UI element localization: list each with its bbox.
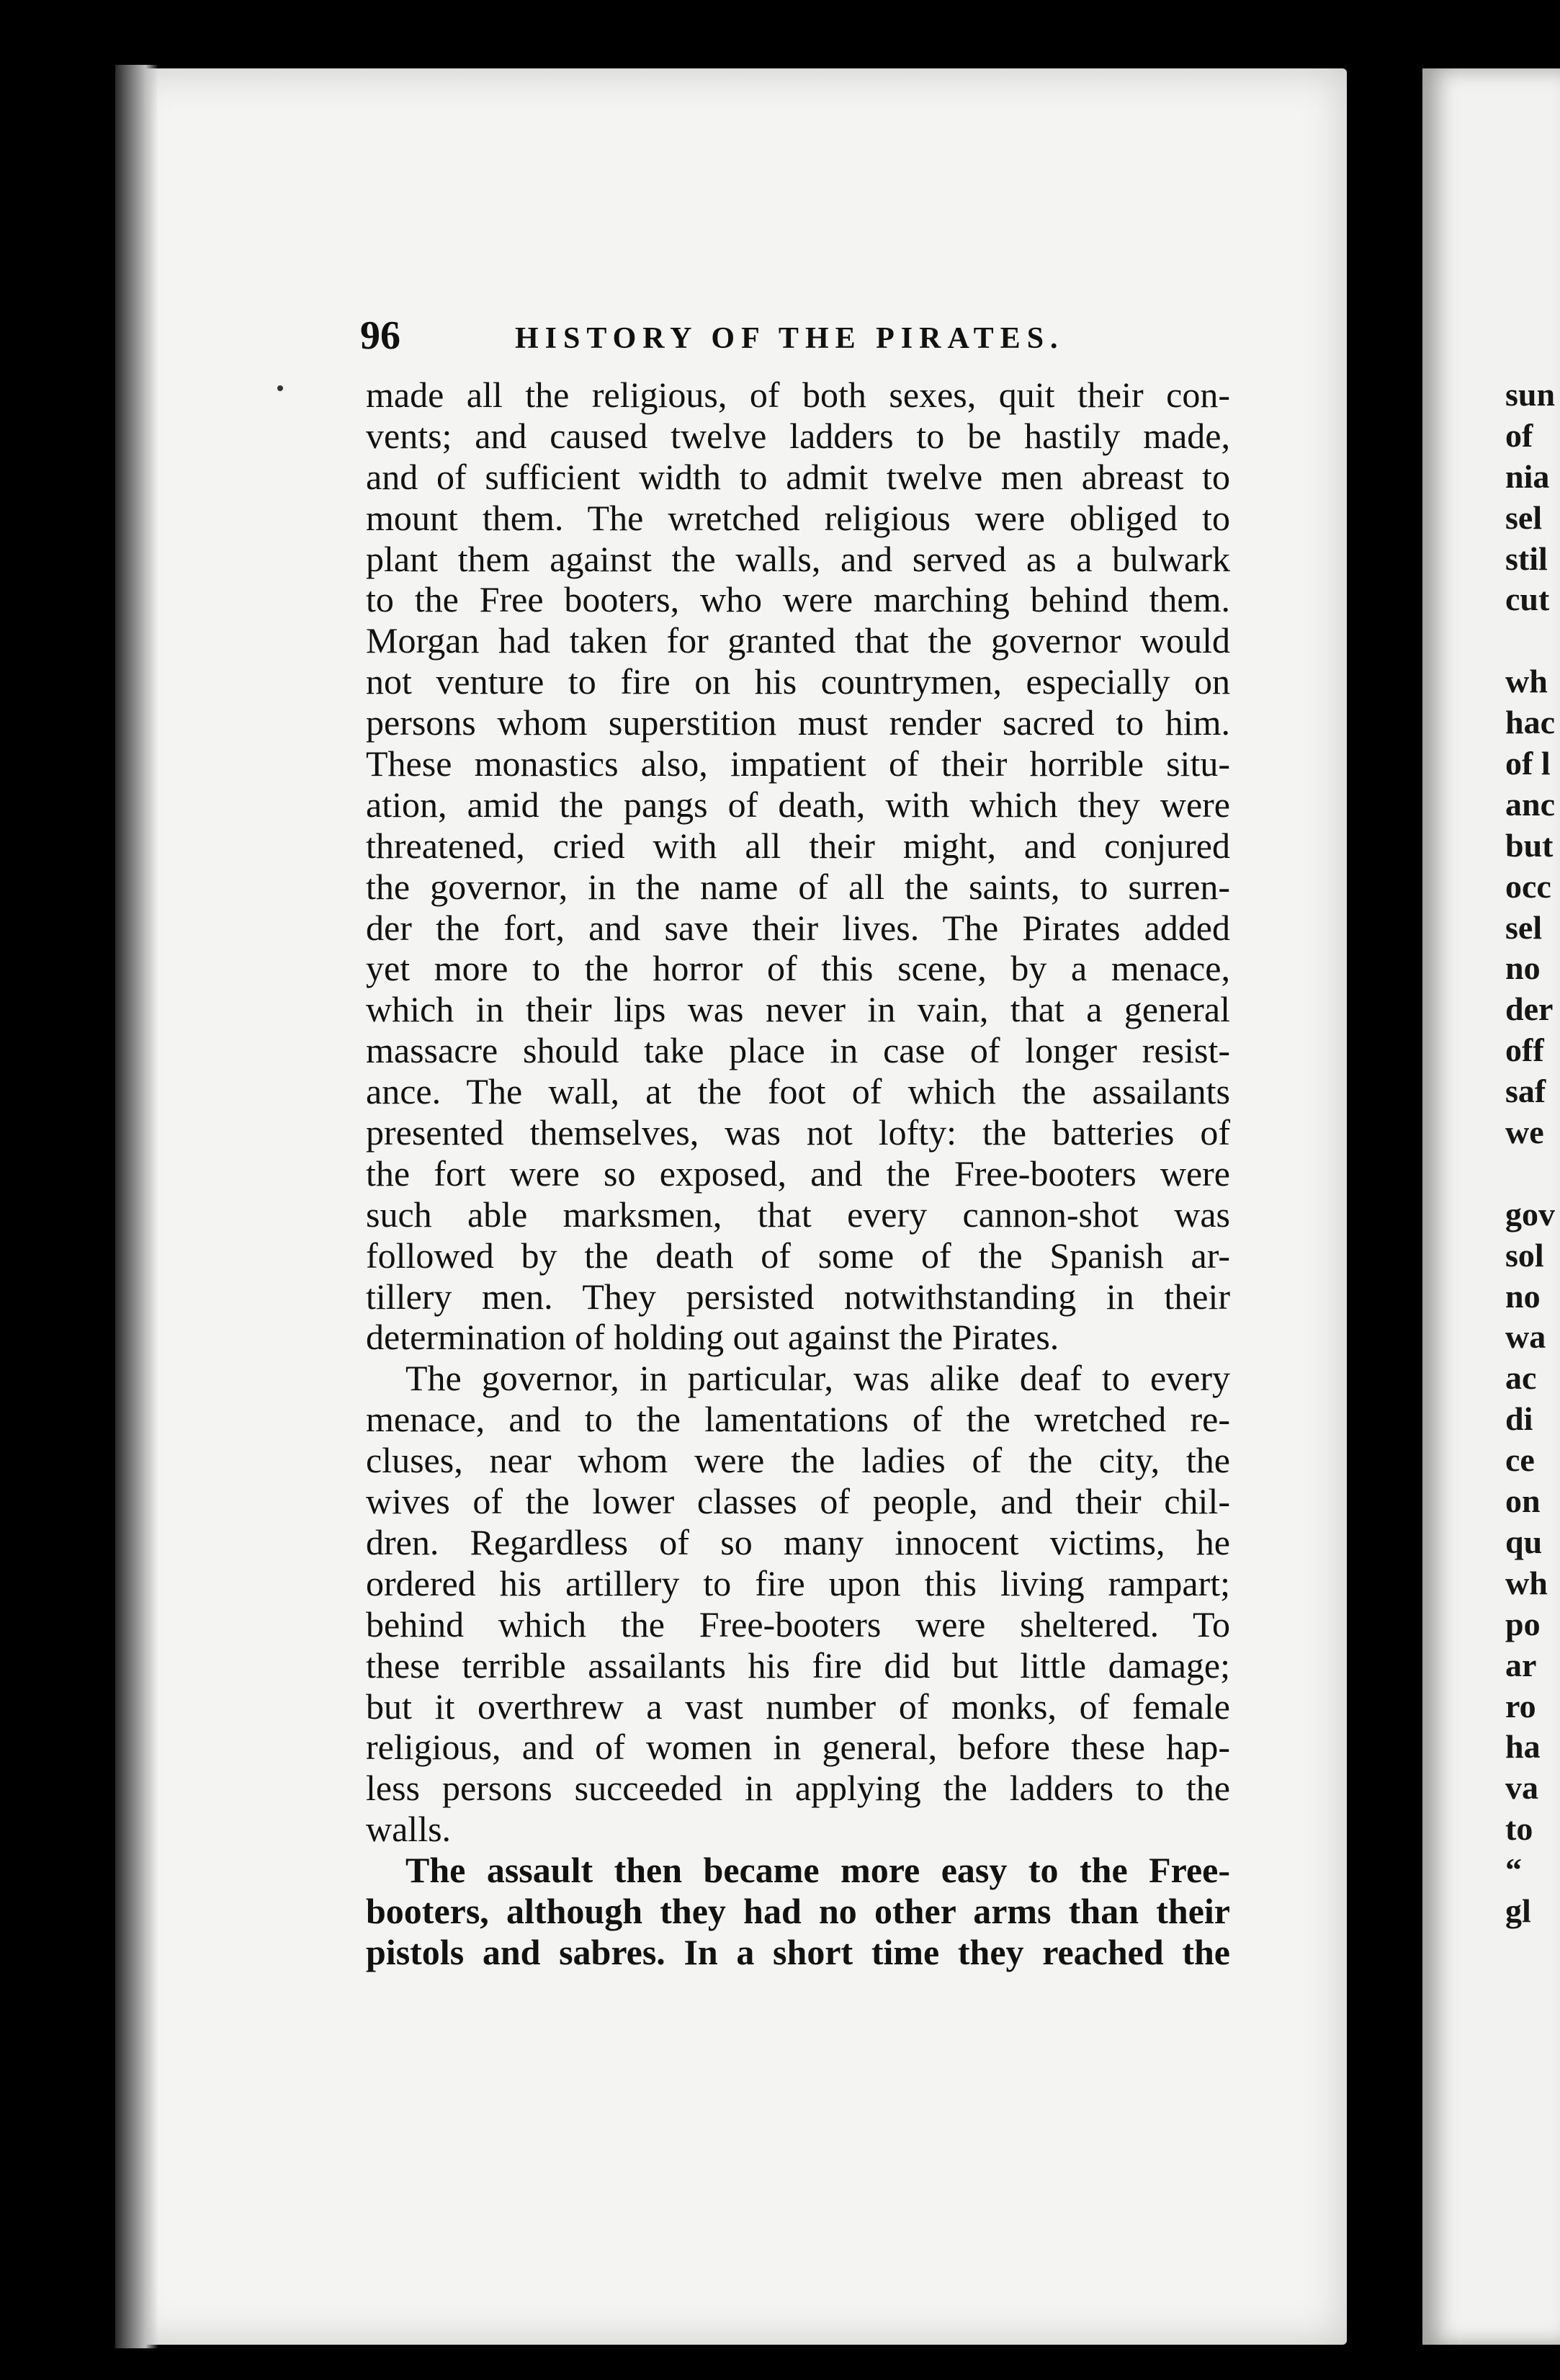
facing-line-fragment: gl — [1505, 1892, 1531, 1929]
text-line: these terrible assailants his fire did but little damage; — [366, 1645, 1230, 1686]
text-line: vents; and caused twelve ladders to be hastily made, — [366, 415, 1230, 456]
facing-line-fragment: der — [1505, 990, 1554, 1028]
facing-line-fragment: saf — [1505, 1073, 1546, 1110]
text-line: plant them against the walls, and served as a bulwark — [366, 538, 1230, 579]
facing-line-fragment: sel — [1505, 908, 1543, 946]
text-line: made all the religious, of both sexes, quit their con- — [366, 375, 1230, 415]
text-line: walls. — [366, 1809, 452, 1850]
facing-line-fragment: stil — [1505, 540, 1548, 577]
facing-line-fragment: off — [1505, 1032, 1544, 1069]
facing-line-fragment: on — [1505, 1482, 1541, 1520]
text-line: ordered his artillery to fire upon this living rampart; — [366, 1562, 1230, 1603]
text-line: ation, amid the pangs of death, with which they were — [366, 784, 1230, 825]
facing-line-fragment: no — [1505, 1277, 1541, 1315]
text-line: behind which the Free-booters were sheltered. To — [366, 1603, 1230, 1645]
print-speck — [277, 385, 283, 391]
text-line: der the fort, and save their lives. The Pirates added — [366, 907, 1230, 948]
running-head-title: HISTORY OF THE PIRATES. — [515, 322, 1064, 355]
facing-line-gap — [1505, 620, 1560, 661]
text-line: cluses, near whom were the ladies of the city, the — [366, 1440, 1230, 1481]
text-line: The governor, in particular, was alike deaf to every — [405, 1358, 1230, 1399]
text-line: and of sufficient width to admit twelve men abreast to — [366, 456, 1230, 497]
facing-line-fragment: of l — [1505, 745, 1551, 782]
facing-line-fragment: va — [1505, 1769, 1538, 1807]
facing-line-fragment: sun — [1505, 376, 1556, 413]
text-line: massacre should take place in case of longer resist- — [366, 1030, 1230, 1071]
facing-line-fragment: ro — [1505, 1687, 1536, 1724]
facing-line-fragment: sel — [1505, 498, 1543, 536]
page-divider — [1354, 68, 1422, 2345]
facing-line-fragment: ha — [1505, 1728, 1541, 1766]
text-line: booters, although they had no other arms than their — [366, 1890, 1230, 1931]
facing-line-fragment: wa — [1505, 1318, 1546, 1356]
facing-line-fragment: wh — [1505, 1564, 1548, 1601]
running-head — [360, 313, 1296, 366]
text-line: wives of the lower classes of people, and their chil- — [366, 1481, 1230, 1522]
text-line: mount them. The wretched religious were obliged to — [366, 497, 1230, 538]
facing-line-fragment: to — [1505, 1810, 1533, 1848]
facing-line-fragment: no — [1505, 949, 1541, 987]
text-line: yet more to the horror of this scene, by a menace, — [366, 948, 1230, 989]
text-line: The assault then became more easy to the Free- — [405, 1850, 1230, 1891]
facing-line-fragment: ce — [1505, 1441, 1535, 1479]
text-line: persons whom superstition must render sacred to him. — [366, 702, 1230, 743]
facing-line-fragment: sol — [1505, 1236, 1544, 1274]
facing-line-fragment: po — [1505, 1605, 1541, 1642]
text-line: not venture to fire on his countrymen, especially on — [366, 661, 1230, 702]
facing-line-fragment: wh — [1505, 663, 1548, 700]
text-line: dren. Regardless of so many innocent victims, he — [366, 1521, 1230, 1562]
text-line: Morgan had taken for granted that the governor would — [366, 620, 1230, 661]
facing-line-fragment: but — [1505, 826, 1554, 864]
facing-line-fragment: “ — [1505, 1851, 1522, 1889]
facing-line-fragment: of — [1505, 416, 1533, 454]
text-line: determination of holding out against the Pirates. — [366, 1317, 1059, 1358]
text-line: tillery men. They persisted notwithstanding in their — [366, 1276, 1230, 1317]
facing-line-fragment: ac — [1505, 1359, 1537, 1397]
text-line: the fort were so exposed, and the Free-booters were — [366, 1153, 1230, 1194]
facing-line-fragment: occ — [1505, 867, 1551, 905]
page-number: 96 — [360, 313, 400, 358]
facing-page-text — [1505, 375, 1560, 1932]
text-line: menace, and to the lamentations of the wretched re- — [366, 1399, 1230, 1440]
text-line: to the Free booters, who were marching behind them. — [366, 579, 1230, 620]
text-line: the governor, in the name of all the saints, to surren- — [366, 866, 1230, 907]
facing-line-fragment: hac — [1505, 704, 1555, 741]
facing-line-fragment: cut — [1505, 581, 1550, 618]
text-line: less persons succeeded in applying the ladders to the — [366, 1768, 1230, 1809]
facing-line-fragment: qu — [1505, 1523, 1543, 1560]
text-line: followed by the death of some of the Spanish ar- — [366, 1235, 1230, 1276]
facing-line-gap — [1505, 1153, 1560, 1194]
facing-line-fragment: nia — [1505, 457, 1550, 495]
text-line: pistols and sabres. In a short time they reached the — [366, 1931, 1230, 1972]
book-gutter — [115, 65, 158, 2348]
text-line: presented themselves, was not lofty: the batteries of — [366, 1112, 1230, 1153]
text-line: ance. The wall, at the foot of which the assailants — [366, 1071, 1230, 1112]
facing-line-fragment: anc — [1505, 785, 1555, 823]
facing-line-fragment: di — [1505, 1400, 1533, 1438]
facing-line-fragment: gov — [1505, 1195, 1555, 1232]
facing-line-fragment: ar — [1505, 1646, 1537, 1683]
body-text — [366, 375, 1230, 1973]
text-line: but it overthrew a vast number of monks, of female — [366, 1686, 1230, 1727]
facing-line-fragment: we — [1505, 1114, 1544, 1151]
text-line: religious, and of women in general, before these hap- — [366, 1727, 1230, 1768]
text-line: which in their lips was never in vain, that a general — [366, 989, 1230, 1030]
text-line: such able marksmen, that every cannon-shot was — [366, 1194, 1230, 1235]
text-line: threatened, cried with all their might, and conjured — [366, 825, 1230, 866]
text-line: These monastics also, impatient of their horrible situ- — [366, 743, 1230, 784]
